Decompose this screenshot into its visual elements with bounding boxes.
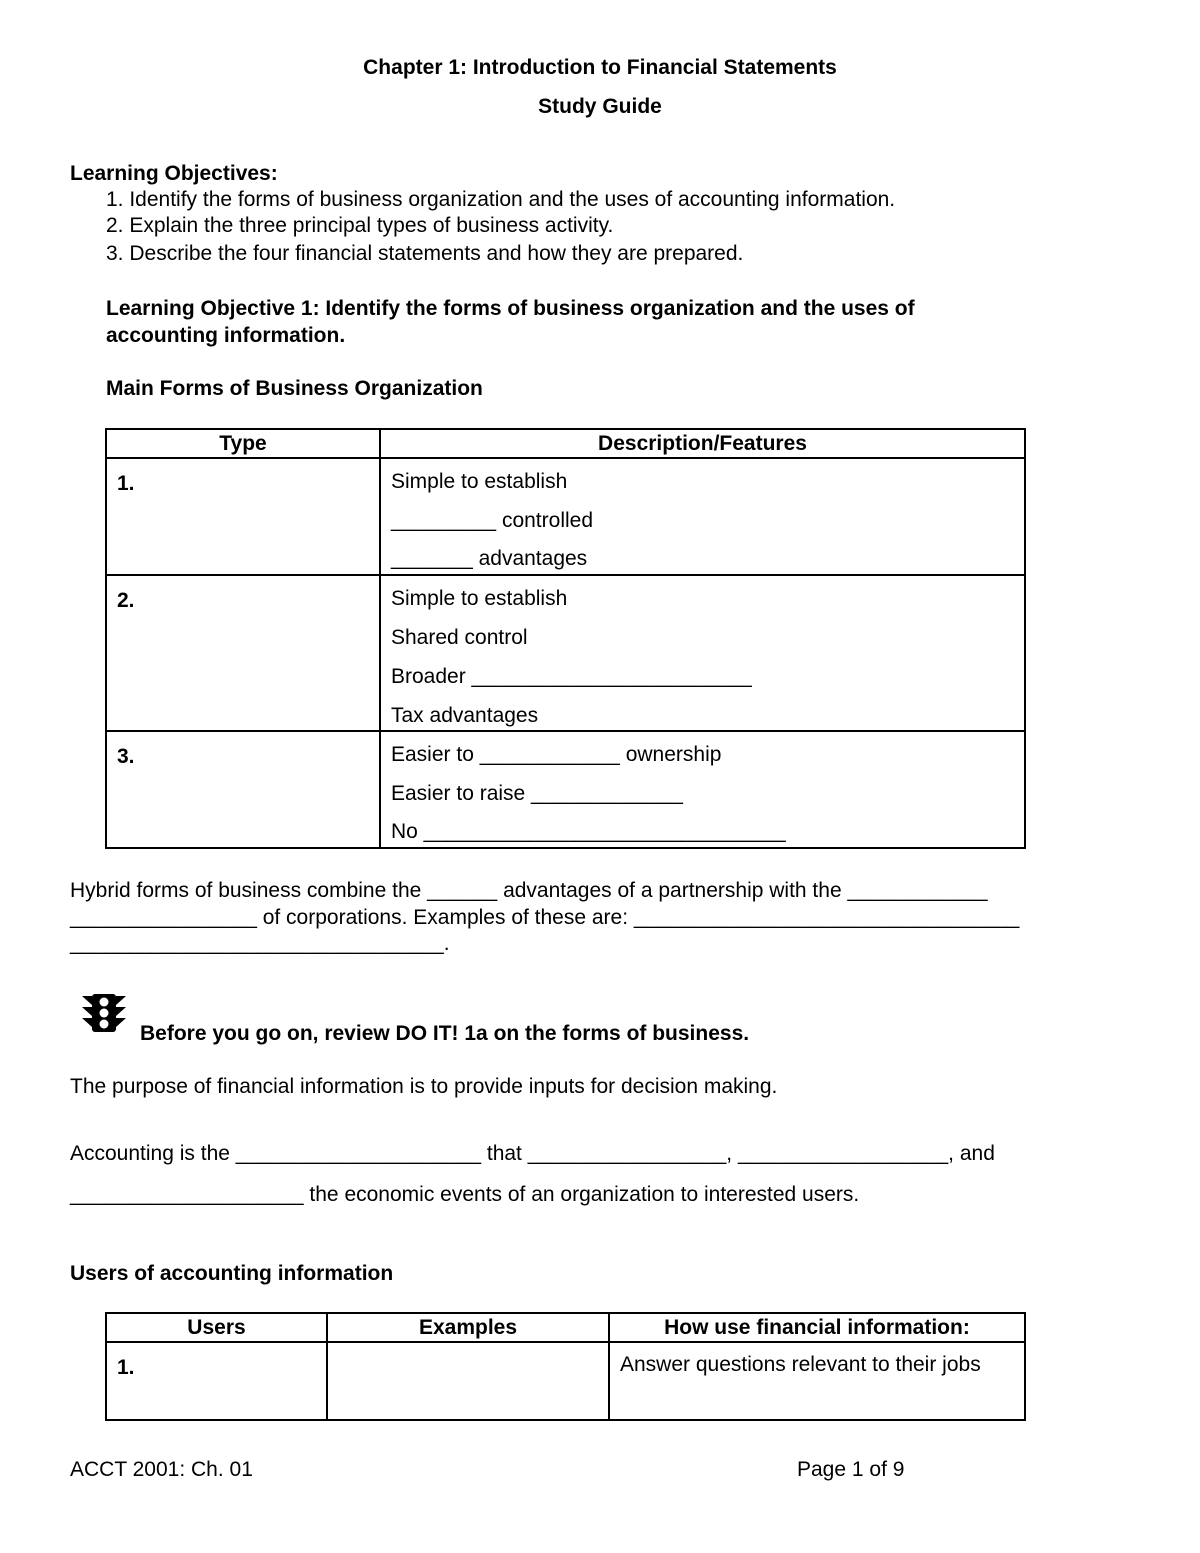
- table-row: [106, 731, 1025, 848]
- feature-line: Easier to raise _____________: [391, 782, 683, 805]
- objective-item: 2. Explain the three principal types of business activity.: [106, 214, 614, 237]
- feature-line: Simple to establish: [391, 587, 568, 610]
- feature-line: _________ controlled: [391, 509, 594, 532]
- do-it-text: Before you go on, review DO IT! 1a on the forms of business.: [140, 1022, 750, 1045]
- lo1-heading-line2: accounting information.: [106, 324, 346, 347]
- features-cell: [380, 731, 1025, 848]
- examples-cell: [327, 1342, 609, 1420]
- users-cell: [106, 1342, 327, 1420]
- row-number: 2.: [117, 589, 135, 612]
- users-table: [105, 1312, 1026, 1421]
- table-header-row: [106, 429, 1025, 458]
- table-header-row: [106, 1313, 1025, 1342]
- row-number: 1.: [117, 472, 135, 495]
- traffic-light-icon: [78, 992, 132, 1036]
- users-heading: Users of accounting information: [70, 1262, 394, 1285]
- objective-item: 3. Describe the four financial statements and how they are prepared.: [106, 242, 744, 265]
- objective-item: 1. Identify the forms of business organization and the uses of accounting information.: [106, 188, 896, 211]
- hybrid-line1: Hybrid forms of business combine the ______ advantages of a partnership with the ____________: [70, 879, 988, 902]
- row-number: 3.: [117, 745, 135, 768]
- accounting-line1: Accounting is the _____________________ that _________________, __________________, and: [70, 1142, 995, 1165]
- features-cell: [380, 575, 1025, 731]
- type-cell: [106, 731, 380, 848]
- page-title: Chapter 1: Introduction to Financial Statements: [363, 56, 837, 79]
- lo1-heading-line1: Learning Objective 1: Identify the forms of business organization and the uses of: [106, 297, 915, 320]
- how-text: Answer questions relevant to their jobs: [620, 1353, 981, 1376]
- feature-line: Easier to ____________ ownership: [391, 743, 722, 766]
- row-number: 1.: [117, 1356, 135, 1379]
- objectives-heading: Learning Objectives:: [70, 162, 278, 185]
- column-header-users: Users: [106, 1313, 327, 1342]
- column-header-how: How use financial information:: [609, 1313, 1025, 1342]
- footer-page-number: Page 1 of 9: [797, 1458, 905, 1481]
- table-row: [106, 458, 1025, 575]
- page-subtitle: Study Guide: [538, 95, 662, 118]
- feature-line: _______ advantages: [391, 547, 588, 570]
- hybrid-line2: ________________ of corporations. Examples of these are: _________________________________: [70, 906, 1020, 929]
- feature-line: Tax advantages: [391, 704, 539, 727]
- footer-left: ACCT 2001: Ch. 01: [70, 1458, 253, 1481]
- feature-line: Shared control: [391, 626, 528, 649]
- how-cell: [609, 1342, 1025, 1420]
- feature-line: Broader ________________________: [391, 665, 752, 688]
- table-row: [106, 1342, 1025, 1420]
- column-header-description: Description/Features: [380, 429, 1025, 458]
- features-cell: [380, 458, 1025, 575]
- column-header-examples: Examples: [327, 1313, 609, 1342]
- table-row: [106, 575, 1025, 731]
- type-cell: [106, 458, 380, 575]
- column-header-type: Type: [106, 429, 380, 458]
- forms-heading: Main Forms of Business Organization: [106, 377, 483, 400]
- accounting-line2: ____________________ the economic events of an organization to interested users.: [70, 1183, 860, 1206]
- feature-line: Simple to establish: [391, 470, 568, 493]
- purpose-text: The purpose of financial information is to provide inputs for decision making.: [70, 1075, 778, 1098]
- hybrid-line3: ________________________________.: [70, 932, 450, 955]
- feature-line: No _______________________________: [391, 820, 786, 843]
- type-cell: [106, 575, 380, 731]
- forms-table: [105, 428, 1026, 849]
